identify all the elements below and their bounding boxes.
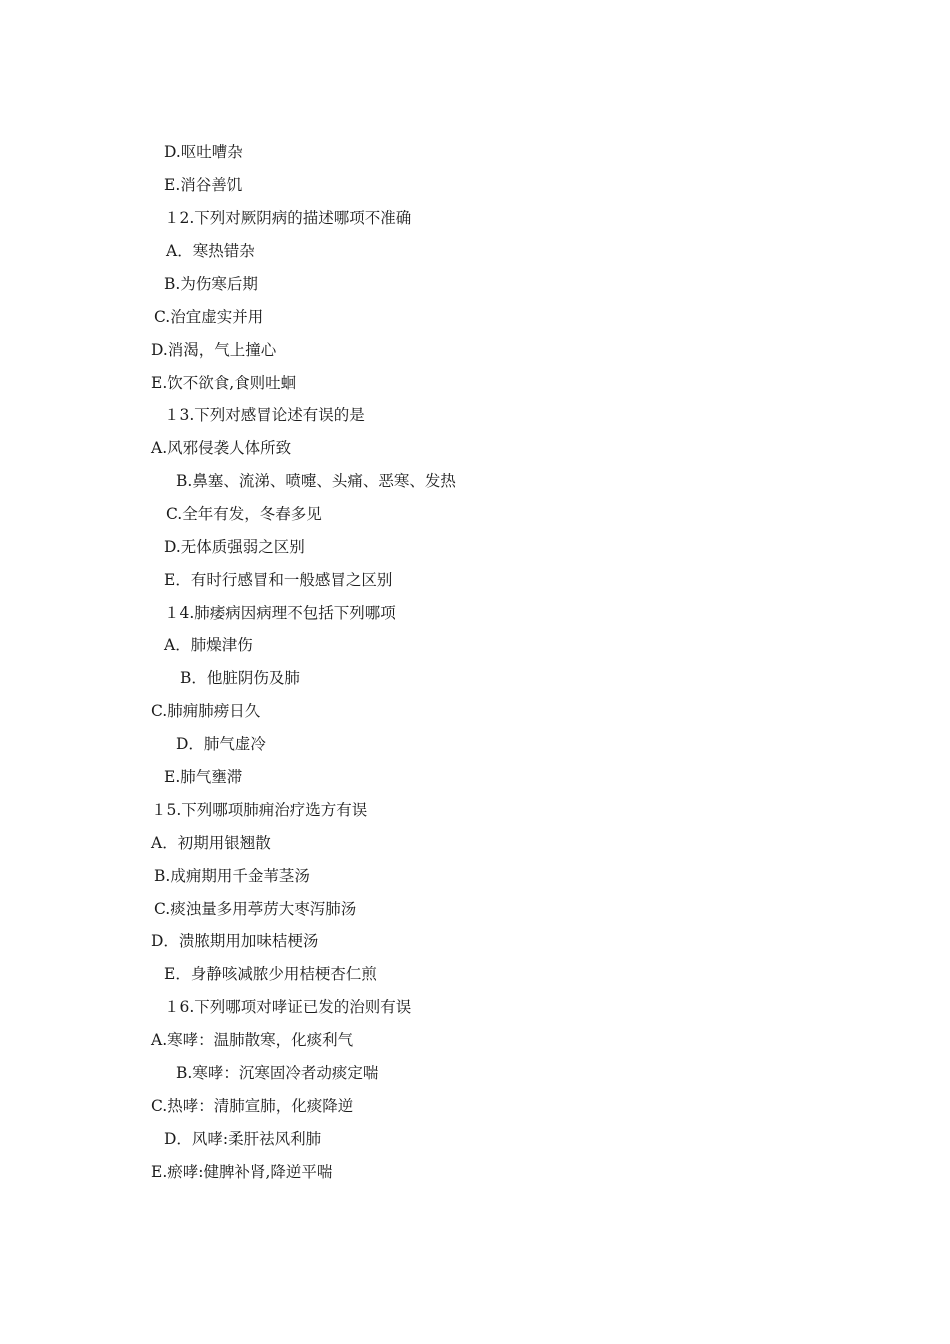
option-12-a: A．寒热错杂 (166, 242, 255, 260)
option-13-e: E．有时行感冒和一般感冒之区别 (164, 571, 393, 589)
option-11-e: E.消谷善饥 (164, 176, 243, 194)
option-14-a: A．肺燥津伤 (164, 636, 253, 654)
question-12: １2.下列对厥阴病的描述哪项不准确 (164, 209, 412, 227)
option-12-c: C.治宜虚实并用 (154, 308, 264, 326)
option-14-c: C.肺痈肺痨日久 (151, 702, 261, 720)
option-13-d: D.无体质强弱之区别 (164, 538, 305, 556)
option-12-b: B.为伤寒后期 (164, 275, 258, 293)
option-14-d: D．肺气虚冷 (176, 735, 266, 753)
option-16-e: E.瘀哮:健脾补肾,降逆平喘 (151, 1163, 333, 1181)
option-13-c: C.全年有发，冬春多见 (166, 505, 322, 523)
option-16-b: B.寒哮：沉寒固冷者动痰定喘 (176, 1064, 379, 1082)
question-16: １6.下列哪项对哮证已发的治则有误 (164, 998, 412, 1016)
option-16-a: A.寒哮：温肺散寒，化痰利气 (151, 1031, 354, 1049)
option-14-e: E.肺气壅滞 (164, 768, 243, 786)
option-13-b: B.鼻塞、流涕、喷嚏、头痛、恶寒、发热 (176, 472, 456, 490)
question-14: １4.肺痿病因病理不包括下列哪项 (164, 604, 396, 622)
question-15: １5.下列哪项肺痈治疗选方有误 (151, 801, 368, 819)
option-16-c: C.热哮：清肺宣肺，化痰降逆 (151, 1097, 354, 1115)
option-15-a: A．初期用银翘散 (151, 834, 271, 852)
option-15-c: C.痰浊量多用葶苈大枣泻肺汤 (154, 900, 357, 918)
option-11-d: D.呕吐嘈杂 (164, 143, 243, 161)
option-14-b: B．他脏阴伤及肺 (180, 669, 300, 687)
option-13-a: A.风邪侵袭人体所致 (151, 439, 292, 457)
question-13: １3.下列对感冒论述有误的是 (164, 406, 365, 424)
option-15-b: B.成痈期用千金苇茎汤 (154, 867, 310, 885)
option-15-e: E．身静咳减脓少用桔梗杏仁煎 (164, 965, 377, 983)
option-12-e: E.饮不欲食,食则吐蛔 (151, 374, 297, 392)
option-12-d: D.消渴，气上撞心 (151, 341, 277, 359)
option-16-d: D．风哮:柔肝祛风利肺 (164, 1130, 322, 1148)
option-15-d: D．溃脓期用加味桔梗汤 (151, 932, 319, 950)
